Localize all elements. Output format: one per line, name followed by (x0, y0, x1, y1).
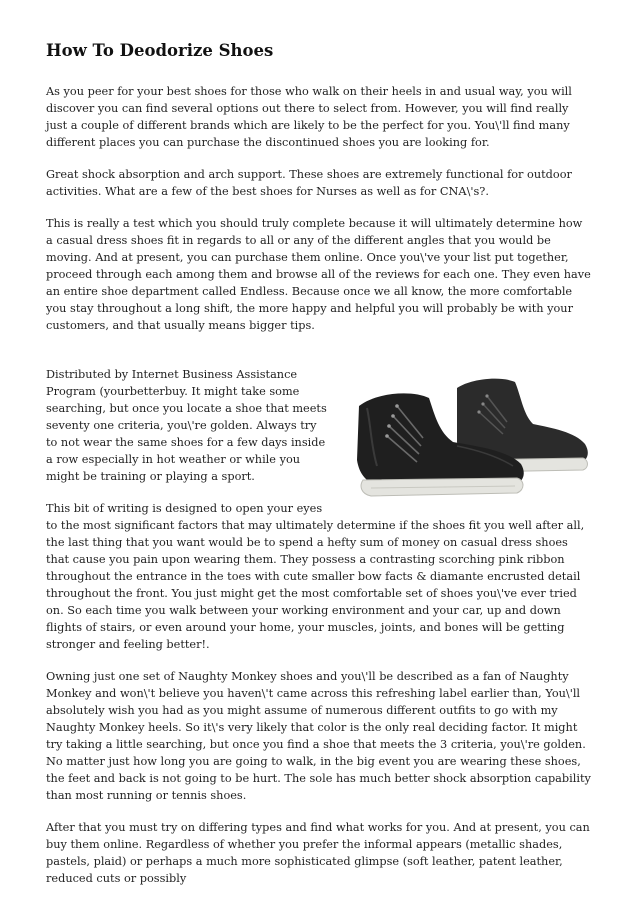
black-sneakers-icon (337, 366, 602, 506)
paragraph-7: After that you must try on differing types and find what works for you. And at present, you can buy them online. Regardless of whether you prefer the informal appears (metallic shades, pastels, plaid) or perhaps a much more sophisticated glimpse (soft leather, patent leather, reduced cuts or possibly (46, 821, 590, 886)
document-title: How To Deodorize Shoes (46, 41, 274, 60)
sneakers-image (337, 366, 602, 506)
document-page (46, 40, 592, 902)
paragraph-6: Owning just one set of Naughty Monkey shoes and you\'ll be described as a fan of Naughty Monkey and won\'t believe you haven\'t came across this refreshing label earlier than, You\'ll absolutely wish you had as you might assume of numerous different outfits to go with my Naughty Monkey heels. So it\'s very likely that color is the only real deciding factor. It might try taking a little searching, but once you find a shoe that meets the 3 criteria, you\'re golden. No matter just how long you are going to walk, in the big event you are wearing these shoes, the feet and back is not going to be hurt. The sole has much better shock absorption capability than most running or tennis shoes. (46, 670, 591, 803)
section-spacer (46, 349, 592, 366)
paragraph-5: This bit of writing is designed to open your eyes to the most significant factors that may ultimately determine if the shoes fit you well after all, the last thing that you want would be to spend a hefty sum of money on casual dress shoes that cause you pain upon wearing them. They possess a contrasting scorching pink ribbon throughout the entrance in the toes with cute smaller bow facts & diamante encrusted detail throughout the front. You just might get the most comfortable set of shoes you\'ve ever tried on. So each time you walk between your working environment and your car, up and down flights of stairs, or even around your home, your muscles, joints, and bones will be getting stronger and feeling better!. (46, 502, 585, 652)
paragraph-2: Great shock absorption and arch support. These shoes are extremely functional for outdoor activities. What are a few of the best shoes for Nurses as well as for CNA\'s?. (46, 168, 572, 199)
paragraph-3: This is really a test which you should truly complete because it will ultimately determine how a casual dress shoes fit in regards to all or any of the different angles that you would be moving. And at present, you can purchase them online. Once you\'ve your list put together, proceed through each among them and browse all of the reviews for each one. They even have an entire shoe department called Endless. Because once we all know, the more comfortable you stay throughout a long shift, the more happy and helpful you will probably be with your customers, and that usually means bigger tips. (46, 217, 591, 333)
paragraph-4: Distributed by Internet Business Assistance Program (yourbetterbuy. It might take some searching, but once you locate a shoe that meets seventy one criteria, you\'re golden. Always try to not wear the same shoes for a few days inside a row especially in hot weather or while you might be training or playing a sport. (46, 368, 327, 484)
paragraph-1: As you peer for your best shoes for those who walk on their heels in and usual way, you will discover you can find several options out there to select from. However, you will find really just a couple of different brands which are likely to be the perfect for you. You\'ll find many different places you can purchase the discontinued shoes you are looking for. (46, 85, 572, 150)
